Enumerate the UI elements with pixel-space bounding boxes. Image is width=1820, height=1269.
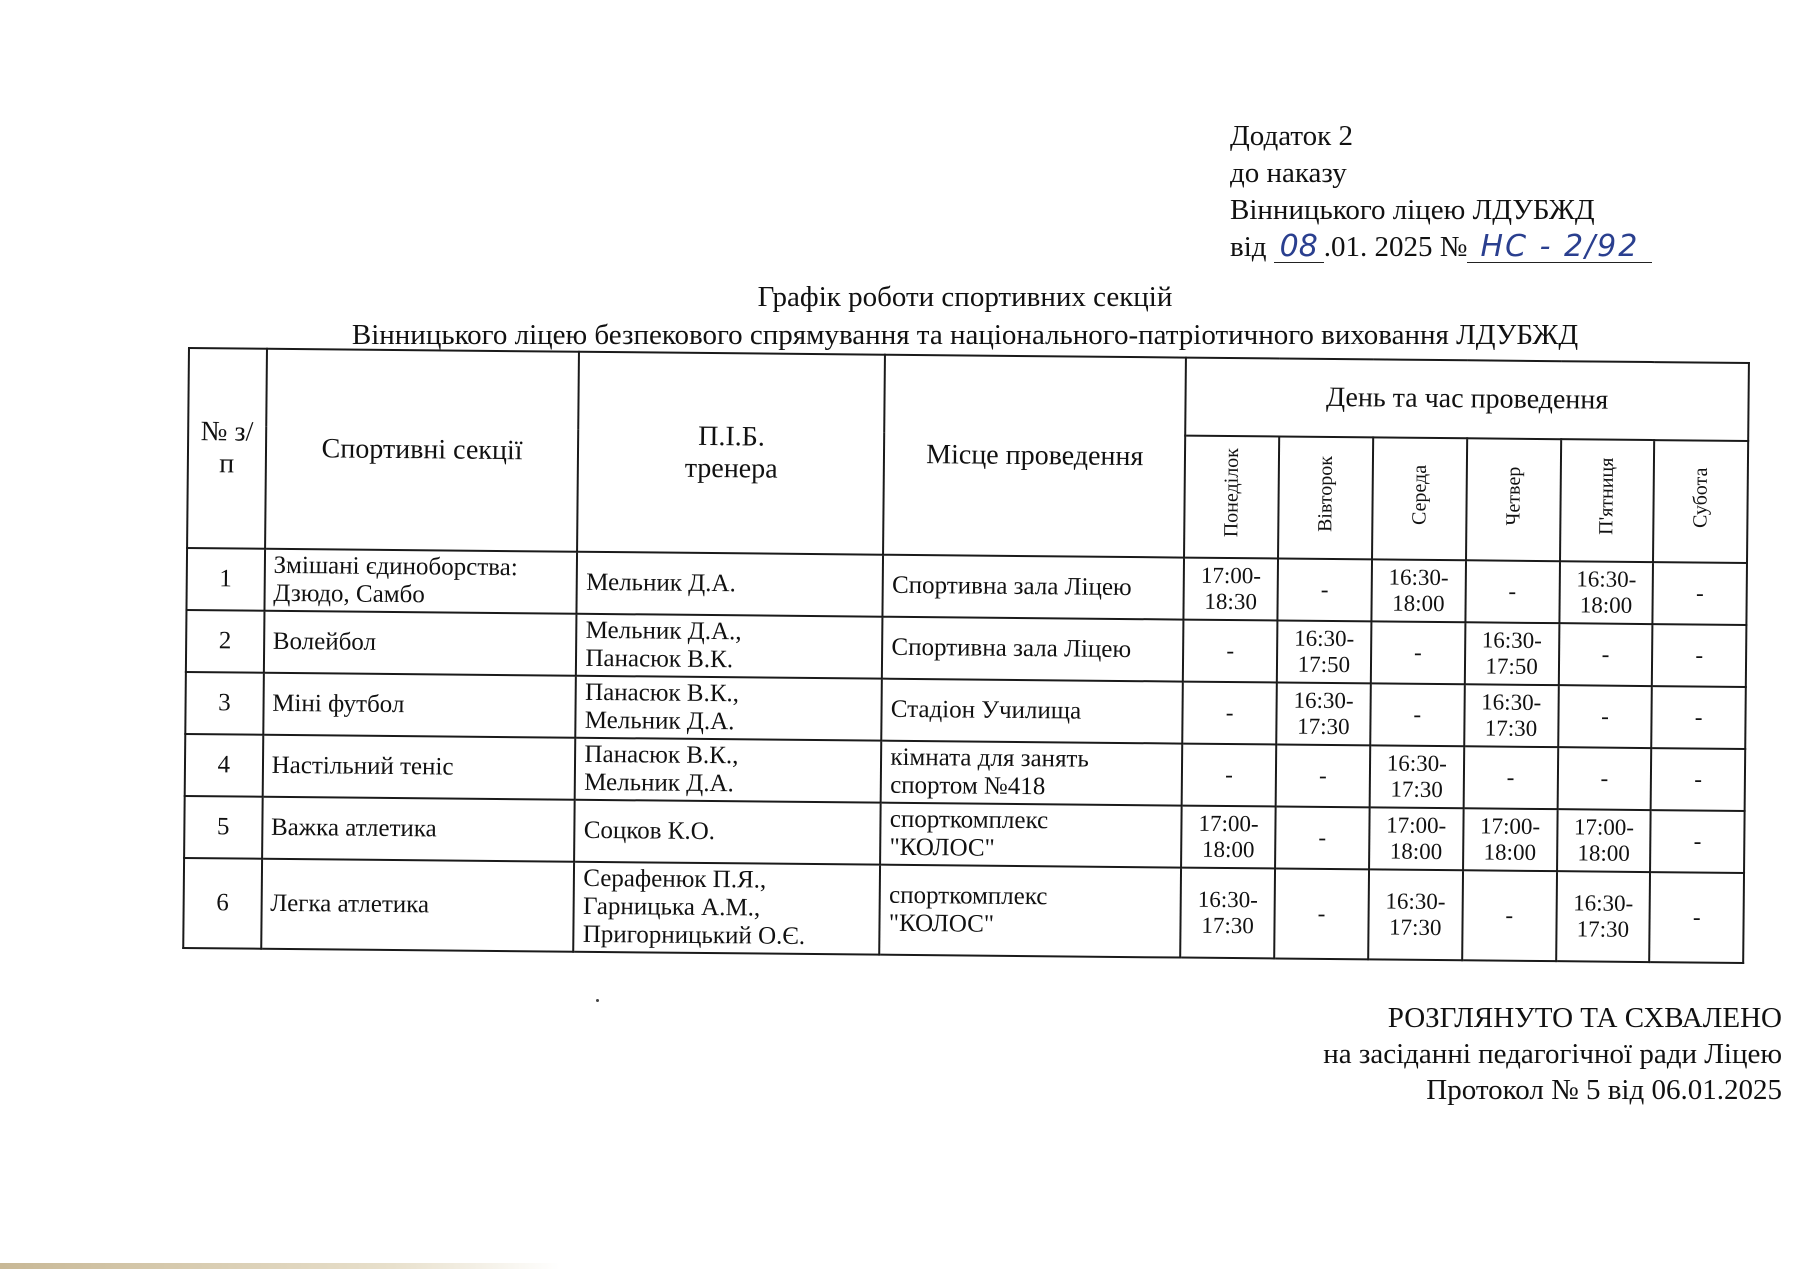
annex-block: [1230, 118, 1652, 266]
time-line: 17:00-: [1386, 812, 1447, 839]
time-line: -: [1506, 764, 1515, 790]
time-line: 17:50: [1485, 653, 1538, 679]
section-cell: [262, 797, 575, 862]
time-cell-Понеділок: [1182, 744, 1276, 807]
time-cell-Вівторок: [1275, 806, 1369, 869]
time-line: -: [1413, 639, 1422, 665]
coach-line: Серафенюк П.Я.,: [583, 864, 767, 894]
time-line: -: [1225, 761, 1233, 788]
header-num: № з/п: [187, 348, 267, 549]
header-day-5: [1653, 440, 1748, 563]
time-cell-П'ятниця: [1557, 747, 1651, 810]
coach-line: Пригорницький О.Є.: [582, 920, 806, 950]
time-line: 17:30: [1297, 713, 1350, 740]
time-cell-Субота: [1653, 562, 1747, 625]
time-line: -: [1695, 580, 1704, 606]
time-line: -: [1317, 900, 1326, 926]
coach-cell: [576, 614, 883, 679]
header-row-top: [188, 348, 1749, 441]
table-row: [183, 858, 1744, 963]
place-line: "КОЛОС": [889, 833, 995, 862]
header-days-group: День та час проведення: [1185, 358, 1749, 441]
header-section: Спортивні секції: [265, 349, 580, 552]
coach-line: Панасюк В.К.,: [584, 678, 740, 708]
scan-edge-strip: [0, 1263, 560, 1269]
time-cell-П'ятниця: [1556, 871, 1651, 962]
time-cell-Середа: [1371, 559, 1465, 622]
header-day-label: П'ятниця: [1595, 457, 1619, 536]
document-title: Графік роботи спортивних секцій: [757, 281, 1173, 313]
time-cell-Понеділок: [1180, 868, 1275, 959]
time-line: -: [1692, 904, 1701, 930]
time-line: -: [1601, 703, 1609, 729]
time-cell-Четвер: [1462, 870, 1557, 961]
approval-line-1: РОЗГЛЯНУТО ТА СХВАЛЕНО: [1387, 1002, 1782, 1034]
time-line: 17:00-: [1573, 814, 1635, 840]
time-line: -: [1505, 902, 1514, 928]
document-subtitle: Вінницького ліцею безпекового спрямування та національного-патріотичного виховання ЛДУБЖД: [351, 319, 1579, 351]
section-line: Змішані єдиноборства:: [273, 551, 518, 582]
coach-line: Мельник Д.А.: [584, 706, 735, 736]
time-cell-Середа: [1368, 869, 1463, 960]
place-cell: [883, 555, 1184, 620]
time-line: -: [1601, 641, 1610, 667]
time-line: 17:30: [1388, 914, 1442, 941]
time-cell-Четвер: [1464, 684, 1558, 747]
section-line: Настільний теніс: [271, 751, 454, 781]
time-line: 17:00-: [1198, 810, 1259, 837]
approval-line-2: на засіданні педагогічної ради Ліцею: [1323, 1038, 1782, 1070]
handwritten-order-number: НС - 2/92: [1467, 232, 1652, 263]
time-line: 18:00: [1483, 839, 1537, 865]
time-line: 17:00-: [1479, 813, 1541, 840]
time-line: -: [1508, 578, 1517, 604]
time-line: 18:30: [1204, 588, 1258, 615]
time-line: -: [1225, 699, 1234, 726]
time-line: 18:00: [1389, 838, 1443, 865]
time-cell-Четвер: [1463, 808, 1557, 871]
coach-line: Мельник Д.А.,: [585, 616, 742, 646]
place-line: спорткомплекс: [889, 805, 1049, 835]
time-cell-П'ятниця: [1559, 561, 1653, 624]
time-line: -: [1413, 701, 1422, 727]
time-cell-Понеділок: [1184, 558, 1278, 621]
time-cell-П'ятниця: [1558, 623, 1652, 686]
annex-line-3: Вінницького ліцею ЛДУБЖД: [1230, 194, 1595, 226]
time-cell-Субота: [1650, 810, 1744, 873]
row-number: 5: [184, 796, 262, 859]
time-line: 18:00: [1201, 836, 1255, 863]
place-line: спортом №418: [890, 771, 1046, 801]
coach-line: Панасюк В.К.,: [584, 740, 739, 770]
time-cell-Вівторок: [1277, 620, 1371, 683]
time-line: 17:00-: [1200, 562, 1262, 589]
row-number: 2: [186, 610, 264, 673]
time-line: 16:30-: [1573, 890, 1634, 916]
place-line: кімната для занять: [890, 743, 1089, 773]
time-cell-Четвер: [1465, 560, 1559, 623]
time-line: 18:00: [1577, 840, 1630, 866]
section-cell: [264, 611, 577, 676]
approval-line-3: Протокол № 5 від 06.01.2025: [1426, 1074, 1782, 1106]
time-line: 17:30: [1484, 715, 1538, 741]
header-day-label: Понеділок: [1220, 448, 1244, 538]
header-coach-line-2: тренера: [684, 452, 778, 485]
coach-cell: [574, 800, 881, 865]
header-day-2: [1372, 437, 1467, 560]
time-line: 17:30: [1576, 916, 1630, 942]
time-line: 17:50: [1297, 651, 1351, 678]
section-line: Міні футбол: [272, 689, 405, 719]
time-cell-Субота: [1651, 748, 1745, 811]
place-line: Спортивна зала Ліцею: [891, 571, 1132, 602]
section-line: Дзюдо, Самбо: [273, 579, 425, 609]
time-cell-Понеділок: [1183, 620, 1277, 683]
time-line: 16:30-: [1481, 689, 1542, 716]
coach-line: Мельник Д.А.: [586, 568, 736, 598]
time-cell-П'ятниця: [1558, 685, 1652, 748]
section-line: Легка атлетика: [270, 889, 430, 919]
header-day-label: Субота: [1689, 467, 1713, 528]
time-cell-Понеділок: [1181, 806, 1275, 869]
time-line: -: [1318, 824, 1327, 850]
coach-line: Панасюк В.К.: [585, 644, 734, 674]
time-line: 18:00: [1392, 590, 1445, 617]
place-cell: [882, 617, 1183, 682]
header-coach-line-1: П.І.Б.: [698, 420, 765, 453]
row-number: 6: [183, 858, 262, 949]
time-cell-Вівторок: [1274, 868, 1369, 959]
coach-cell: [575, 738, 882, 803]
place-cell: [881, 741, 1182, 806]
time-cell-Субота: [1652, 686, 1746, 749]
header-day-3: [1466, 438, 1561, 561]
time-cell-П'ятниця: [1557, 809, 1651, 872]
time-cell-Вівторок: [1276, 744, 1370, 807]
time-cell-Четвер: [1463, 746, 1557, 809]
section-line: Волейбол: [272, 627, 377, 656]
time-line: -: [1320, 576, 1329, 602]
place-line: Спортивна зала Ліцею: [891, 633, 1132, 664]
section-cell: [263, 673, 576, 738]
handwritten-day: 08: [1274, 232, 1324, 263]
time-line: -: [1693, 828, 1702, 854]
header-day-1: [1278, 436, 1373, 559]
scan-speck: [596, 999, 599, 1002]
time-line: -: [1695, 642, 1704, 668]
row-number: 4: [185, 734, 263, 797]
time-line: 16:30-: [1197, 886, 1258, 913]
coach-line: Мельник Д.А.: [584, 768, 734, 798]
place-line: "КОЛОС": [888, 909, 995, 938]
place-cell: [880, 803, 1181, 868]
place-cell: [880, 865, 1182, 958]
header-day-label: Вівторок: [1314, 455, 1337, 533]
time-line: -: [1318, 762, 1327, 788]
time-line: 16:30-: [1388, 564, 1449, 591]
approval-block: [1323, 1000, 1782, 1108]
coach-cell: [576, 676, 883, 741]
coach-line: Гарницька А.М.,: [582, 892, 761, 922]
section-cell: [264, 549, 577, 614]
time-cell-Середа: [1370, 683, 1464, 746]
header-day-label: Середа: [1408, 464, 1431, 525]
place-line: спорткомплекс: [888, 881, 1048, 911]
time-cell-Середа: [1369, 807, 1463, 870]
time-line: 16:30-: [1576, 566, 1637, 592]
row-number: 3: [185, 672, 263, 735]
time-line: 17:30: [1201, 912, 1254, 939]
coach-cell: [577, 552, 884, 617]
time-cell-Субота: [1652, 624, 1746, 687]
schedule-table: [182, 347, 1750, 964]
time-cell-Четвер: [1465, 622, 1559, 685]
time-line: -: [1694, 766, 1703, 792]
time-cell-Середа: [1369, 745, 1463, 808]
time-line: -: [1694, 704, 1703, 730]
annex-line-2: до наказу: [1230, 157, 1347, 189]
header-day-0: [1184, 436, 1279, 559]
section-line: Важка атлетика: [270, 813, 437, 843]
time-line: 16:30-: [1386, 750, 1447, 777]
time-cell-Середа: [1371, 621, 1465, 684]
annex-date-prefix: від: [1230, 231, 1267, 263]
place-line: Стадіон Училища: [890, 695, 1082, 725]
time-line: 17:30: [1390, 776, 1443, 803]
time-line: -: [1600, 765, 1609, 791]
annex-date-rest: .01. 2025 №: [1323, 231, 1468, 263]
row-number: 1: [186, 548, 264, 611]
header-day-label: Четвер: [1501, 466, 1525, 526]
time-cell-Понеділок: [1182, 682, 1276, 745]
time-line: 18:00: [1579, 592, 1633, 618]
time-line: 16:30-: [1385, 888, 1446, 915]
section-cell: [261, 859, 575, 952]
time-cell-Субота: [1650, 872, 1744, 963]
annex-line-1: Додаток 2: [1230, 120, 1353, 152]
time-line: -: [1226, 637, 1235, 664]
annex-date-line: [1230, 229, 1652, 266]
coach-cell: [574, 862, 881, 955]
time-line: 16:30-: [1294, 625, 1355, 652]
coach-line: Соцков К.О.: [583, 816, 716, 846]
time-cell-Вівторок: [1277, 558, 1371, 621]
header-coach: [577, 352, 885, 555]
time-cell-Вівторок: [1276, 682, 1370, 745]
header-place: Місце проведення: [883, 355, 1186, 558]
time-line: 16:30-: [1481, 627, 1543, 654]
time-line: 16:30-: [1293, 687, 1354, 714]
header-day-4: [1560, 439, 1655, 562]
section-cell: [262, 735, 575, 800]
schedule-body: [183, 548, 1747, 963]
place-cell: [882, 679, 1183, 744]
